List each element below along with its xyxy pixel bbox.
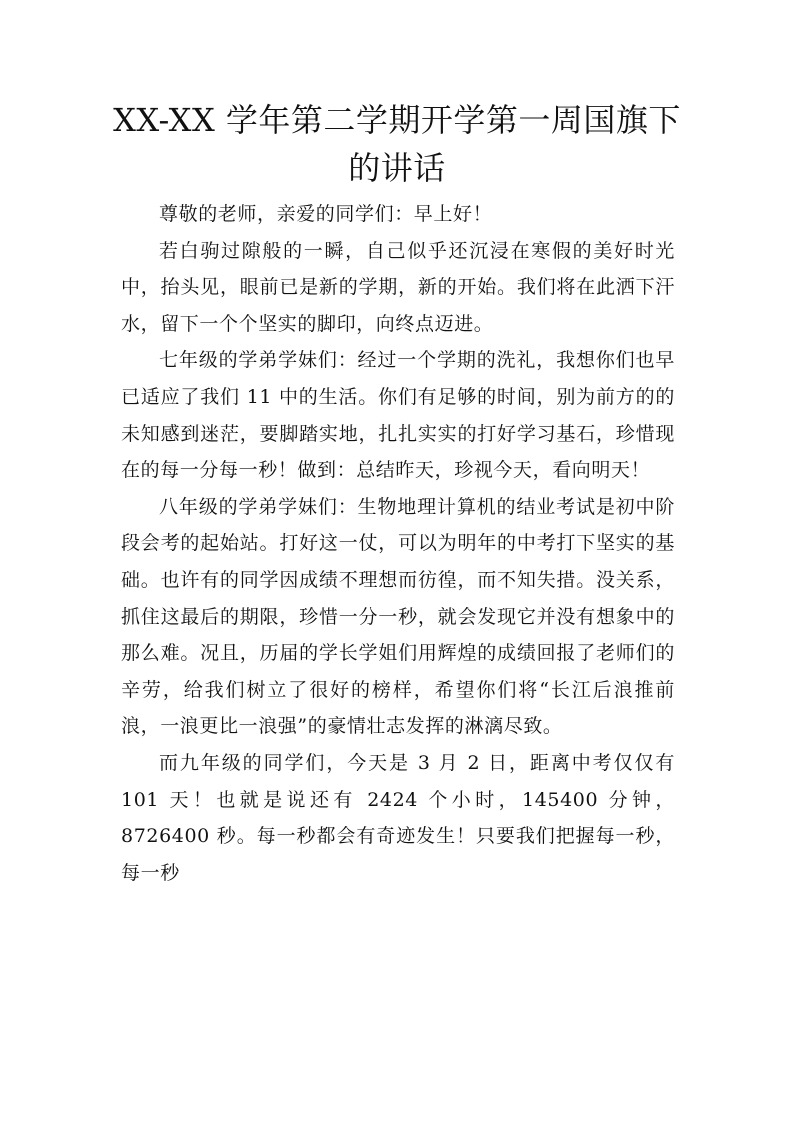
document-body	[121, 196, 675, 891]
document-title: XX-XX 学年第二学期开学第一周国旗下的讲话	[113, 101, 681, 187]
grade-seven-paragraph: 七年级的学弟学妹们：经过一个学期的洗礼，我想你们也早已适应了我们 11 中的生活。你们有足够的时间，别为前方的的未知感到迷茫，要脚踏实地，扎扎实实的打好学习基石，珍惜现在的每一分每一秒！做到：总结昨天，珍视今天，看向明天！	[121, 349, 675, 482]
grade-nine-paragraph: 而九年级的同学们，今天是 3 月 2 日，距离中考仅仅有 101 天！也就是说还有 2424 个小时，145400 分钟，8726400 秒。每一秒都会有奇迹发生！只要我们把握每一秒，每一秒	[121, 751, 675, 884]
greeting-paragraph: 尊敬的老师，亲爱的同学们：早上好！	[159, 203, 493, 225]
grade-eight-paragraph: 八年级的学弟学妹们：生物地理计算机的结业考试是初中阶段会考的起始站。打好这一仗，可以为明年的中考打下坚实的基础。也许有的同学因成绩不理想而彷徨，而不知失措。没关系，抓住这最后的期限，珍惜一分一秒，就会发现它并没有想象中的那么难。况且，历届的学长学姐们用辉煌的成绩回报了老师们的辛劳，给我们树立了很好的榜样，希望你们将“长江后浪推前浪，一浪更比一浪强”的豪情壮志发挥的淋漓尽致。	[121, 495, 675, 738]
intro-paragraph: 若白驹过隙般的一瞬，自己似乎还沉浸在寒假的美好时光中，抬头见，眼前已是新的学期，新的开始。我们将在此洒下汗水，留下一个个坚实的脚印，向终点迈进。	[121, 239, 675, 335]
